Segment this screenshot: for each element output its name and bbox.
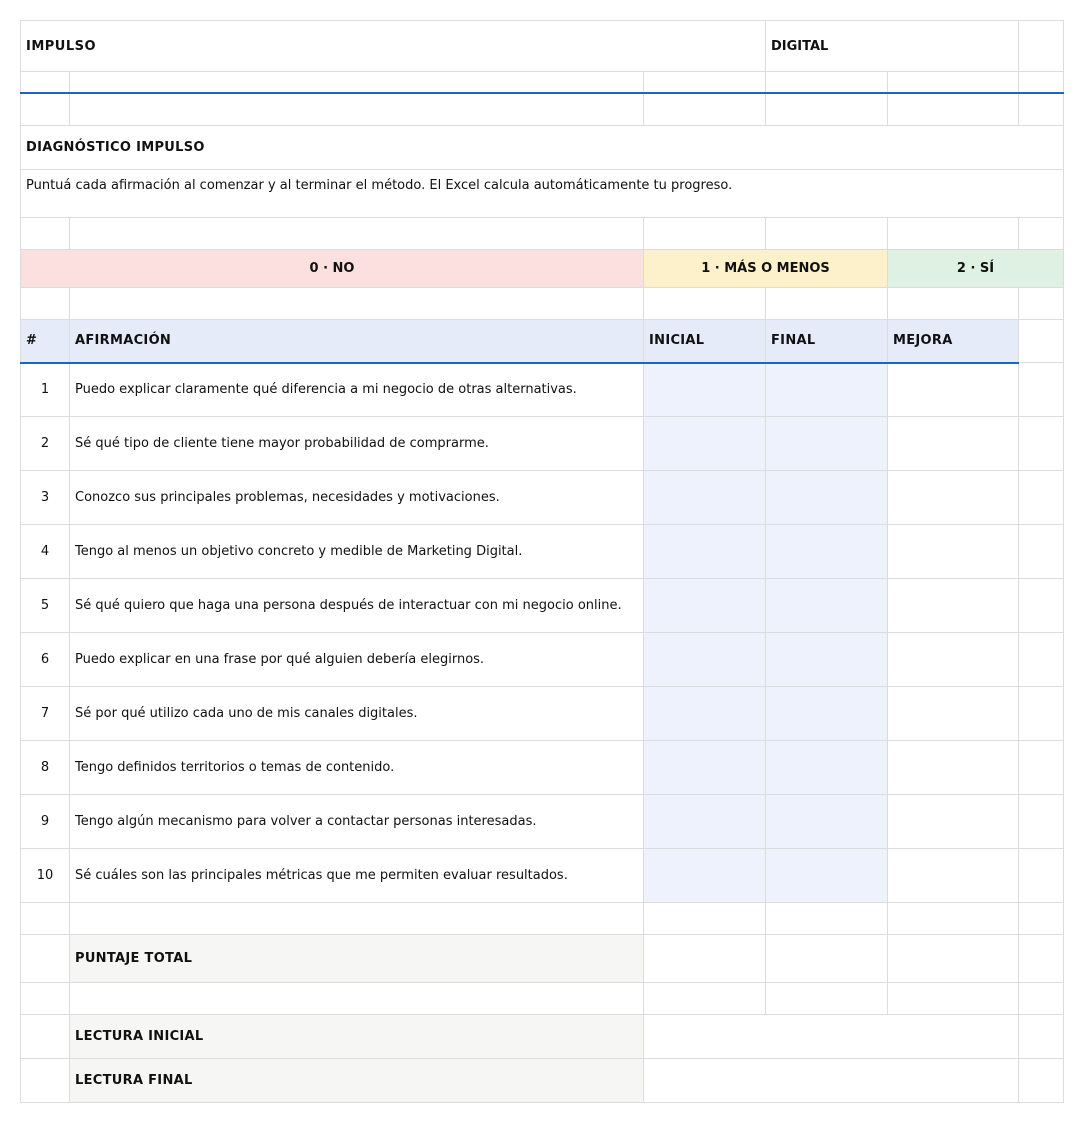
table-row [21,579,1064,633]
cell[interactable] [70,288,644,320]
initial-score-input[interactable] [644,849,766,903]
statement-cell[interactable]: Tengo definidos territorios o temas de contenido. [70,741,644,795]
improvement-cell[interactable] [888,687,1019,741]
initial-score-input[interactable] [644,633,766,687]
improvement-cell[interactable] [888,741,1019,795]
header-statement[interactable]: AFIRMACIÓN [70,320,644,363]
improvement-cell[interactable] [888,795,1019,849]
cell[interactable] [766,93,888,126]
row-number[interactable]: 5 [21,579,70,633]
row-number[interactable]: 9 [21,795,70,849]
statement-cell[interactable]: Tengo algún mecanismo para volver a contactar personas interesadas. [70,795,644,849]
cell[interactable] [888,288,1019,320]
cell[interactable] [1019,1015,1064,1059]
cell[interactable] [70,72,644,93]
table-row [21,525,1064,579]
final-score-input[interactable] [766,471,888,525]
initial-score-input[interactable] [644,471,766,525]
cell[interactable] [1019,471,1064,525]
table-row [21,795,1064,849]
reading-final-value[interactable] [644,1059,1019,1103]
total-initial-cell[interactable] [644,935,766,983]
spacer-row [21,288,1064,320]
cell[interactable] [1019,525,1064,579]
statement-cell[interactable]: Conozco sus principales problemas, necesidades y motivaciones. [70,471,644,525]
initial-score-input[interactable] [644,741,766,795]
cell[interactable] [1019,288,1064,320]
cell[interactable] [21,93,70,126]
row-number[interactable]: 6 [21,633,70,687]
improvement-cell[interactable] [888,633,1019,687]
spacer-row [21,983,1064,1015]
total-improvement-cell[interactable] [888,935,1019,983]
brand-title[interactable]: IMPULSO [21,21,766,72]
brand-row [21,21,1064,72]
divider-row [21,72,1064,93]
final-score-input[interactable] [766,741,888,795]
section-title[interactable]: DIAGNÓSTICO IMPULSO [21,126,1064,170]
cell[interactable] [21,935,70,983]
row-number[interactable]: 1 [21,363,70,417]
cell[interactable] [1019,1059,1064,1103]
cell[interactable] [644,93,766,126]
final-score-input[interactable] [766,525,888,579]
table-row [21,741,1064,795]
final-score-input[interactable] [766,363,888,417]
cell[interactable] [1019,579,1064,633]
cell[interactable] [1019,320,1064,363]
reading-initial-value[interactable] [644,1015,1019,1059]
reading-final-row [21,1059,1064,1103]
cell[interactable] [70,218,644,250]
statement-cell[interactable]: Sé qué quiero que haga una persona después de interactuar con mi negocio online. [70,579,644,633]
cell[interactable] [888,218,1019,250]
reading-initial-row [21,1015,1064,1059]
cell[interactable] [21,903,70,935]
cell[interactable] [21,1015,70,1059]
reading-final-label[interactable]: LECTURA FINAL [70,1059,644,1103]
final-score-input[interactable] [766,579,888,633]
initial-score-input[interactable] [644,687,766,741]
header-initial[interactable]: INICIAL [644,320,766,363]
statement-cell[interactable]: Sé qué tipo de cliente tiene mayor probabilidad de comprarme. [70,417,644,471]
total-final-cell[interactable] [766,935,888,983]
improvement-cell[interactable] [888,417,1019,471]
cell[interactable] [1019,903,1064,935]
cell[interactable] [766,72,888,93]
row-number[interactable]: 10 [21,849,70,903]
brand-tag[interactable]: DIGITAL [766,21,1019,72]
final-score-input[interactable] [766,633,888,687]
cell[interactable] [766,288,888,320]
cell[interactable] [1019,21,1064,72]
cell[interactable] [70,983,644,1015]
instructions-row [21,170,1064,218]
cell[interactable] [70,93,644,126]
header-final[interactable]: FINAL [766,320,888,363]
cell[interactable] [1019,93,1064,126]
cell[interactable] [888,903,1019,935]
cell[interactable] [1019,983,1064,1015]
cell[interactable] [766,903,888,935]
cell[interactable] [766,983,888,1015]
cell[interactable] [888,93,1019,126]
cell[interactable] [1019,849,1064,903]
cell[interactable] [1019,417,1064,471]
spacer-row [21,903,1064,935]
header-number[interactable]: # [21,320,70,363]
cell[interactable] [1019,72,1064,93]
legend-no[interactable]: 0 · NO [21,250,644,288]
cell[interactable] [1019,633,1064,687]
table-row [21,633,1064,687]
cell[interactable] [1019,218,1064,250]
cell[interactable] [644,983,766,1015]
initial-score-input[interactable] [644,417,766,471]
improvement-cell[interactable] [888,579,1019,633]
cell[interactable] [1019,363,1064,417]
statement-cell[interactable]: Sé cuáles son las principales métricas que me permiten evaluar resultados. [70,849,644,903]
table-row [21,417,1064,471]
statement-cell[interactable]: Tengo al menos un objetivo concreto y medible de Marketing Digital. [70,525,644,579]
final-score-input[interactable] [766,795,888,849]
cell[interactable] [644,903,766,935]
cell[interactable] [766,218,888,250]
legend-more-or-less[interactable]: 1 · MÁS O MENOS [644,250,888,288]
cell[interactable] [644,288,766,320]
initial-score-input[interactable] [644,525,766,579]
table-header-row [21,320,1064,363]
cell[interactable] [1019,687,1064,741]
cell[interactable] [21,218,70,250]
cell[interactable] [70,903,644,935]
table-row [21,849,1064,903]
final-score-input[interactable] [766,417,888,471]
total-score-label[interactable]: PUNTAJE TOTAL [70,935,644,983]
legend-yes[interactable]: 2 · SÍ [888,250,1064,288]
cell[interactable] [21,1059,70,1103]
row-number[interactable]: 4 [21,525,70,579]
table-row [21,471,1064,525]
cell[interactable] [21,983,70,1015]
final-score-input[interactable] [766,687,888,741]
cell[interactable] [1019,741,1064,795]
section-title-row [21,126,1064,170]
improvement-cell[interactable] [888,525,1019,579]
cell[interactable] [888,983,1019,1015]
statement-cell[interactable]: Sé por qué utilizo cada uno de mis canales digitales. [70,687,644,741]
statement-cell[interactable]: Puedo explicar claramente qué diferencia a mi negocio de otras alternativas. [70,363,644,417]
cell[interactable] [1019,935,1064,983]
initial-score-input[interactable] [644,579,766,633]
spacer-row [21,93,1064,126]
row-number[interactable]: 3 [21,471,70,525]
header-improvement[interactable]: MEJORA [888,320,1019,363]
cell[interactable] [888,72,1019,93]
table-row [21,363,1064,417]
improvement-cell[interactable] [888,471,1019,525]
reading-initial-label[interactable]: LECTURA INICIAL [70,1015,644,1059]
total-row [21,935,1064,983]
cell[interactable] [1019,795,1064,849]
final-score-input[interactable] [766,849,888,903]
instructions-text[interactable]: Puntuá cada afirmación al comenzar y al terminar el método. El Excel calcula automáticamente tu progreso. [21,170,1064,218]
row-number[interactable]: 2 [21,417,70,471]
improvement-cell[interactable] [888,849,1019,903]
initial-score-input[interactable] [644,363,766,417]
diagnostic-sheet [20,20,1064,1103]
table-row [21,687,1064,741]
initial-score-input[interactable] [644,795,766,849]
spacer-row [21,218,1064,250]
statement-cell[interactable]: Puedo explicar en una frase por qué alguien debería elegirnos. [70,633,644,687]
cell[interactable] [21,72,70,93]
cell[interactable] [644,218,766,250]
cell[interactable] [21,288,70,320]
row-number[interactable]: 7 [21,687,70,741]
improvement-cell[interactable] [888,363,1019,417]
row-number[interactable]: 8 [21,741,70,795]
cell[interactable] [644,72,766,93]
legend-row [21,250,1064,288]
